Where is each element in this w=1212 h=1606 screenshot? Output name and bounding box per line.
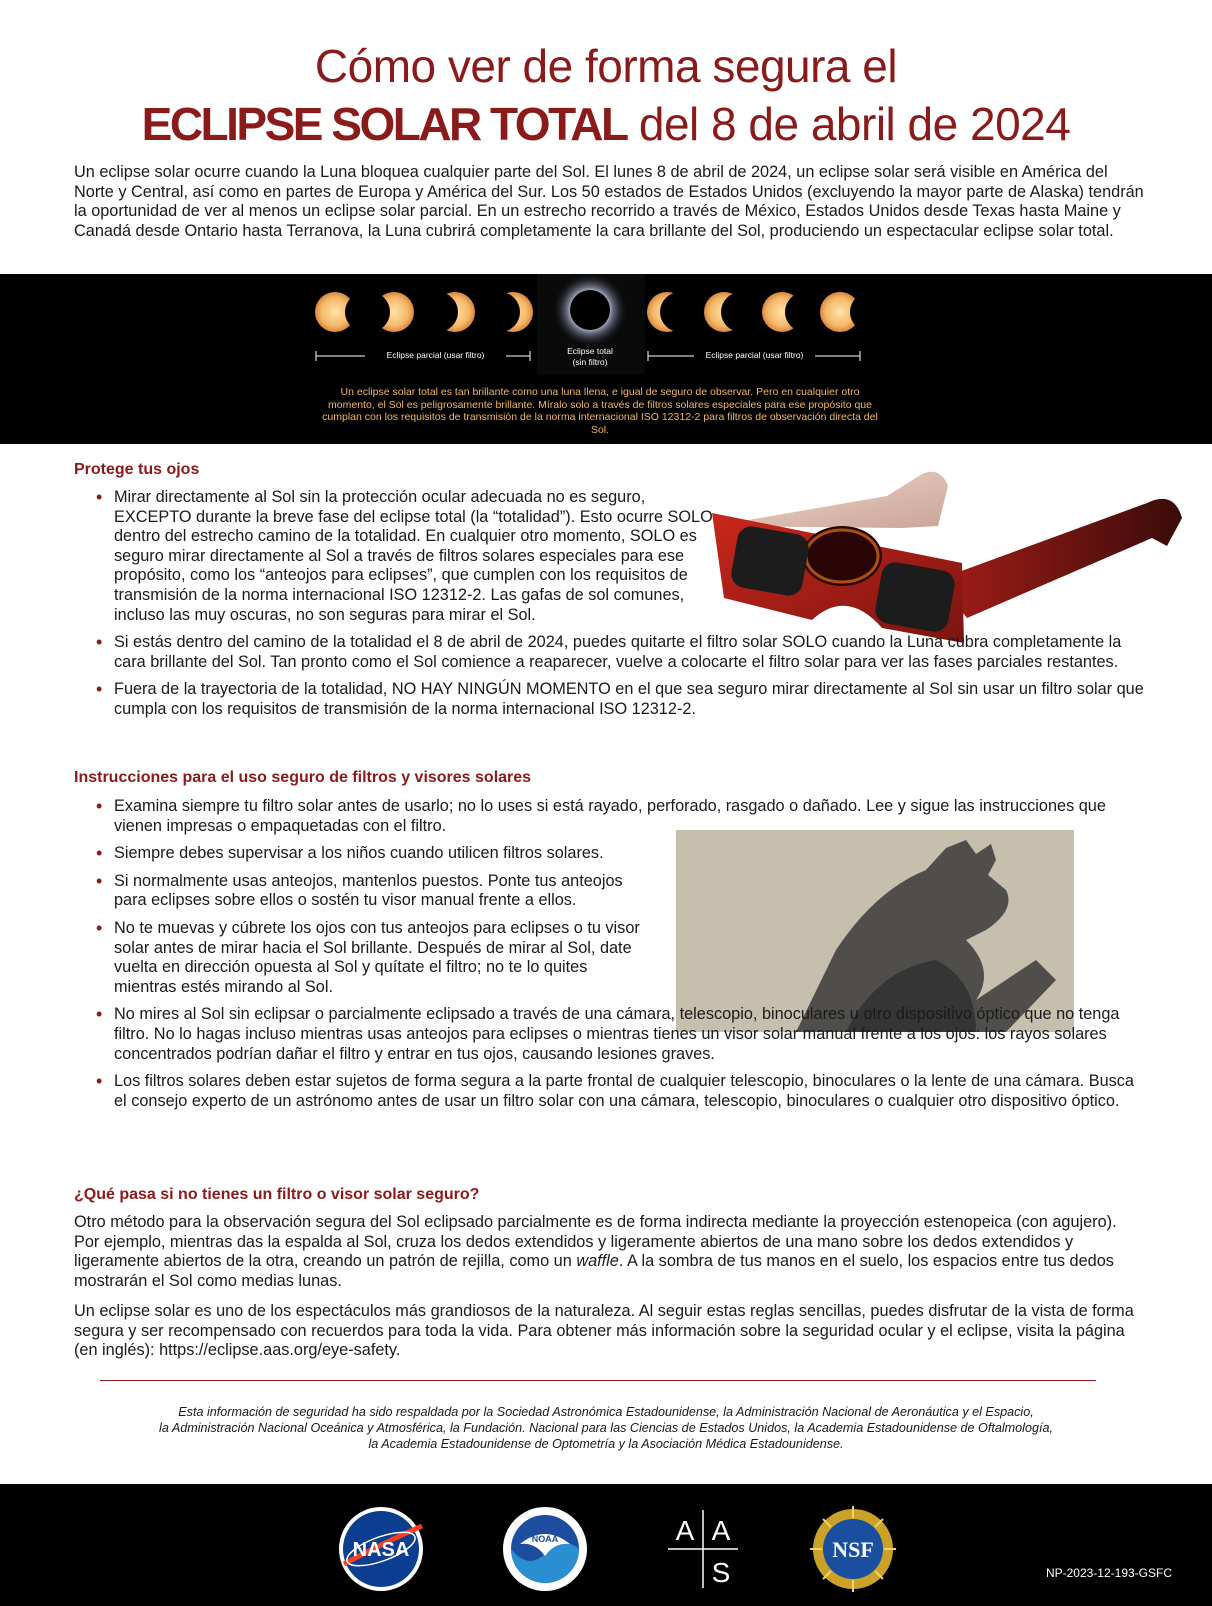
pinhole-text-b: . A la sombra de tus manos en el suelo, los espacios entre tus dedos mostrarán el Sol como medias lunas. <box>74 1252 1114 1290</box>
label-total-line2: (sin filtro) <box>572 357 608 367</box>
eclipse-phases-band <box>0 274 1212 444</box>
partial-phase-6 <box>704 292 761 332</box>
nasa-logo <box>336 1504 426 1594</box>
page-title-line1: Cómo ver de forma segura el <box>314 40 898 92</box>
aas-logo <box>658 1504 748 1594</box>
page-title-line2 <box>0 96 1212 152</box>
pinhole-paragraph <box>74 1213 1134 1291</box>
list-item: • Examina siempre tu filtro solar antes de usarlo; no lo uses si está rayado, perforado, rasgado o dañado. Lee y sigue las instrucciones que vienen impresas o empaquetadas con el filtro. <box>74 797 1114 836</box>
title-bold: ECLIPSE SOLAR TOTAL <box>141 98 627 150</box>
footer-band <box>0 1484 1212 1606</box>
section-heading-filter-instructions: Instrucciones para el uso seguro de filtros y visores solares <box>74 769 532 786</box>
partial-phase-4 <box>480 292 533 332</box>
band-caption: Un eclipse solar total es tan brillante como una luna llena, e igual de seguro de observar. Pero en cualquier otro momento, el Sol es peligrosamente brillante. Míralo solo a través de filtros solares especiales para ese propósito que cumplan con los requisitos de transmisión de la norma internacional ISO 12312-2 para filtros de observación directa del Sol. <box>322 386 878 436</box>
protect-eyes-list <box>74 488 1144 728</box>
noaa-logo-text: NOAA <box>531 1534 559 1544</box>
nasa-logo-text: NASA <box>352 1539 410 1561</box>
closing-paragraph: Un eclipse solar es uno de los espectáculos más grandiosos de la naturaleza. Al seguir estas reglas sencillas, puedes disfrutar de la vista de forma segura y ser recompensado con recuerdos para toda la vida. Para obtener más información sobre la seguridad ocular y el eclipse, visita la página (en inglés): https://eclipse.aas.org/eye-safety. <box>74 1302 1134 1360</box>
partial-phase-8 <box>820 292 890 332</box>
list-item: • Los filtros solares deben estar sujetos de forma segura a la parte frontal de cualquier telescopio, binoculares o la lente de una cámara. Busca el consejo experto de un astrónomo antes de usar un filtro solar con una cámara, telescopio, binoculares o cualquier otro dispositivo óptico. <box>74 1072 1144 1111</box>
endorsement-line: Esta información de seguridad ha sido respaldada por la Sociedad Astronómica Estadounidense, la Administración Nacional de Aeronáutica y el Espacio, <box>178 1405 1034 1419</box>
label-partial-right: Eclipse parcial (usar filtro) <box>705 350 804 360</box>
endorsement-line: la Administración Nacional Oceánica y Atmosférica, la Fundación. Nacional para las Ciencias de Estados Unidos, la Academia Estadounidense de Oftalmología, <box>159 1421 1053 1435</box>
aas-letter-a1: A <box>675 1515 695 1546</box>
nsf-logo <box>808 1504 898 1594</box>
pinhole-text-a: Otro método para la observación segura del Sol eclipsado parcialmente es de forma indirecta mediante la proyección estenopeica (con agujero). Por ejemplo, mientras das la espalda al Sol, cruza los dedos extendidos y ligeramente abiertos de una mano sobre los dedos extendidos y ligeramente abiertos de la otra, creando un patrón de rejilla, como un <box>74 1213 1117 1271</box>
document-code: NP-2023-12-193-GSFC <box>1045 1566 1172 1580</box>
pinhole-text-em: waffle <box>576 1252 619 1271</box>
partial-phase-7 <box>762 292 825 332</box>
divider <box>100 1380 1096 1381</box>
partial-phase-3 <box>418 292 475 332</box>
list-item: • No te muevas y cúbrete los ojos con tus anteojos para eclipses o tu visor solar antes de mirar hacia el Sol brillante. Después de mirar al Sol, date vuelta en dirección opuesta al Sol y quítate el filtro; no te lo quites mientras estés mirando al Sol. <box>74 919 654 997</box>
partial-phase-2 <box>350 292 414 332</box>
total-eclipse <box>552 274 628 348</box>
label-total-line1: Eclipse total <box>567 346 613 356</box>
list-item: • Siempre debes supervisar a los niños cuando utilicen filtros solares. <box>74 844 694 864</box>
title-rest: del 8 de abril de 2024 <box>626 98 1071 150</box>
intro-paragraph: Un eclipse solar ocurre cuando la Luna bloquea cualquier parte del Sol. El lunes 8 de abril de 2024, un eclipse solar será visible en América del Norte y Central, así como en partes de Europa y América del Sur. Los 50 estados de Estados Unidos (excluyendo la mayor parte de Alaska) tendrán la oportunidad de ver al menos un eclipse solar parcial. En un estrecho recorrido a través de México, Estados Unidos desde Texas hasta Maine y Canadá desde Ontario hasta Terranova, la Luna cubrirá completamente la cara brillante del Sol, produciendo un espectacular eclipse solar total. <box>74 163 1144 240</box>
partial-phase-5 <box>647 292 700 332</box>
endorsement-text <box>60 1404 1152 1452</box>
section-heading-no-filter: ¿Qué pasa si no tienes un filtro o visor solar seguro? <box>74 1186 480 1203</box>
nsf-logo-text: NSF <box>832 1537 874 1562</box>
noaa-logo <box>500 1504 590 1594</box>
list-item: • Si normalmente usas anteojos, mantenlos puestos. Ponte tus anteojos para eclipses sobre ellos o sostén tu visor manual frente a ellos. <box>74 872 634 911</box>
list-item: • Si estás dentro del camino de la totalidad el 8 de abril de 2024, puedes quitarte el filtro solar SOLO cuando la Luna cubra completamente la cara brillante del Sol. Tan pronto como el Sol comience a reaparecer, vuelve a colocarte el filtro solar para ver las fases parciales restantes. <box>74 633 1144 672</box>
aas-letter-a2: A <box>711 1515 731 1546</box>
list-item: • No mires al Sol sin eclipsar o parcialmente eclipsado a través de una cámara, telescopio, binoculares u otro dispositivo óptico que no tenga filtro. No lo hagas incluso mientras usas anteojos para eclipses o mientras tienes un visor solar manual frente a los ojos: los rayos solares concentrados podrían dañar el filtro y entrar en tus ojos, causando lesiones graves. <box>74 1005 1144 1064</box>
endorsement-line: la Academia Estadounidense de Optometría y la Asociación Médica Estadounidense. <box>368 1437 844 1451</box>
label-partial-left: Eclipse parcial (usar filtro) <box>386 350 485 360</box>
list-item: • Mirar directamente al Sol sin la protección ocular adecuada no es seguro, EXCEPTO durante la breve fase del eclipse total (la “totalidad”). Esto ocurre SOLO dentro del estrecho camino de la totalidad. En cualquier otro momento, SOLO es seguro mirar directamente al Sol a través de filtros solares especiales para ese propósito, como los “anteojos para eclipses”, que cumplen con los requisitos de transmisión de la norma internacional ISO 12312-2. Las gafas de sol comunes, incluso las muy oscuras, no son seguras para mirar el Sol. <box>74 488 714 625</box>
aas-letter-s: S <box>711 1557 731 1588</box>
filter-instructions-list <box>74 797 1144 1119</box>
section-heading-protect-eyes: Protege tus ojos <box>74 461 200 478</box>
list-item: • Fuera de la trayectoria de la totalidad, NO HAY NINGÚN MOMENTO en el que sea seguro mirar directamente al Sol sin usar un filtro solar que cumpla con los requisitos de transmisión de la norma internacional ISO 12312-2. <box>74 680 1144 719</box>
